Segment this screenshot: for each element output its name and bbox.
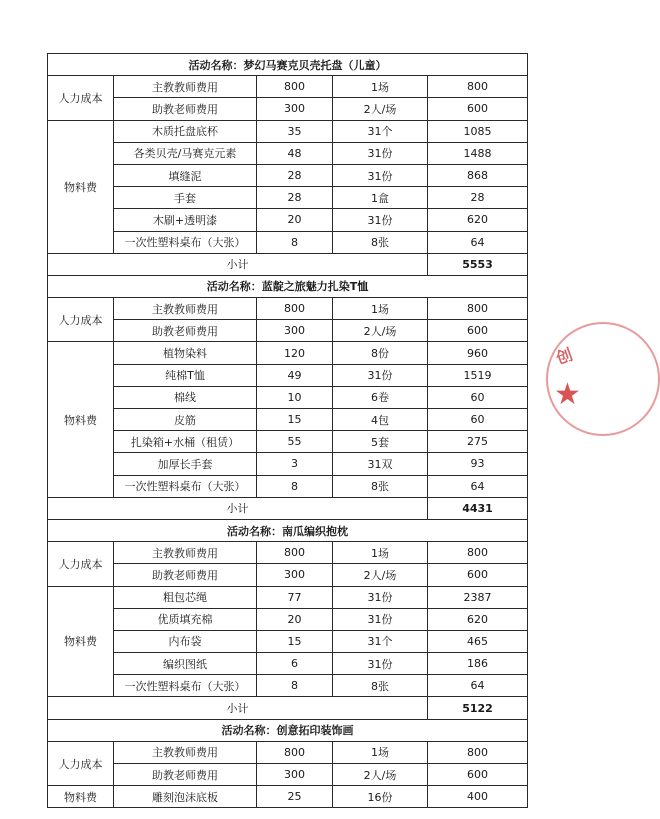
section-title: 活动名称：蓝靛之旅魅力扎染T恤 (48, 275, 528, 297)
section-title-row (48, 275, 528, 297)
cell-qty: 8张 (333, 231, 428, 253)
material-row (48, 142, 528, 164)
cell-qty: 8份 (333, 342, 428, 364)
cell-item: 一次性塑料桌布（大张） (114, 475, 257, 497)
material-category-label: 物料费 (48, 586, 114, 697)
cell-price: 35 (257, 120, 333, 142)
cell-price: 800 (257, 542, 333, 564)
cell-item: 主教教师费用 (114, 76, 257, 98)
section-title-row (48, 54, 528, 76)
cell-qty: 2人/场 (333, 320, 428, 342)
material-category-label: 物料费 (48, 120, 114, 253)
labor-category-label: 人力成本 (48, 542, 114, 586)
cell-qty: 1盒 (333, 187, 428, 209)
cell-total: 600 (428, 564, 528, 586)
cell-item: 填缝泥 (114, 164, 257, 186)
cell-price: 300 (257, 764, 333, 786)
cell-item: 优质填充棉 (114, 608, 257, 630)
cell-total: 800 (428, 76, 528, 98)
cell-item: 主教教师费用 (114, 542, 257, 564)
labor-row (48, 741, 528, 763)
cell-price: 28 (257, 187, 333, 209)
section-title: 活动名称：创意拓印装饰画 (48, 719, 528, 741)
cell-price: 15 (257, 409, 333, 431)
seal-text: 创 (553, 344, 576, 369)
material-row (48, 786, 528, 808)
cell-total: 600 (428, 764, 528, 786)
cell-price: 800 (257, 741, 333, 763)
material-category-label: 物料费 (48, 786, 114, 808)
cell-item: 棉线 (114, 386, 257, 408)
cell-qty: 1场 (333, 76, 428, 98)
cell-item: 雕刻泡沫底板 (114, 786, 257, 808)
cell-total: 600 (428, 320, 528, 342)
material-row (48, 431, 528, 453)
seal-star-icon: ★ (554, 377, 581, 412)
material-row (48, 653, 528, 675)
cell-total: 465 (428, 630, 528, 652)
cell-qty: 1场 (333, 542, 428, 564)
material-row (48, 453, 528, 475)
cell-qty: 16份 (333, 786, 428, 808)
material-row (48, 231, 528, 253)
cell-item: 助教老师费用 (114, 320, 257, 342)
material-row (48, 120, 528, 142)
material-row (48, 475, 528, 497)
subtotal-label: 小计 (48, 697, 428, 719)
labor-row (48, 564, 528, 586)
subtotal-row (48, 697, 528, 719)
cell-total: 800 (428, 741, 528, 763)
cell-price: 20 (257, 209, 333, 231)
cell-total: 275 (428, 431, 528, 453)
cell-price: 10 (257, 386, 333, 408)
material-row (48, 386, 528, 408)
cell-price: 48 (257, 142, 333, 164)
cell-qty: 31份 (333, 653, 428, 675)
cell-price: 77 (257, 586, 333, 608)
cell-price: 55 (257, 431, 333, 453)
cell-price: 28 (257, 164, 333, 186)
cell-total: 2387 (428, 586, 528, 608)
subtotal-value: 5553 (428, 253, 528, 275)
cell-price: 15 (257, 630, 333, 652)
section-title: 活动名称：梦幻马赛克贝壳托盘（儿童） (48, 54, 528, 76)
cell-total: 93 (428, 453, 528, 475)
cell-item: 主教教师费用 (114, 741, 257, 763)
cell-price: 300 (257, 564, 333, 586)
cell-item: 手套 (114, 187, 257, 209)
labor-category-label: 人力成本 (48, 741, 114, 785)
cell-total: 186 (428, 653, 528, 675)
cell-qty: 31份 (333, 209, 428, 231)
labor-row (48, 76, 528, 98)
cell-total: 620 (428, 608, 528, 630)
red-seal-stamp (546, 322, 586, 452)
material-row (48, 409, 528, 431)
cell-item: 扎染箱+水桶（租赁） (114, 431, 257, 453)
labor-row (48, 320, 528, 342)
cell-price: 6 (257, 653, 333, 675)
cell-qty: 31份 (333, 586, 428, 608)
cell-qty: 2人/场 (333, 764, 428, 786)
cell-item: 主教教师费用 (114, 298, 257, 320)
cell-total: 800 (428, 542, 528, 564)
cell-total: 60 (428, 386, 528, 408)
labor-category-label: 人力成本 (48, 76, 114, 120)
cell-price: 120 (257, 342, 333, 364)
cell-price: 8 (257, 675, 333, 697)
cell-item: 一次性塑料桌布（大张） (114, 231, 257, 253)
cell-item: 木质托盘底杯 (114, 120, 257, 142)
section-title: 活动名称：南瓜编织抱枕 (48, 519, 528, 541)
cell-qty: 31份 (333, 608, 428, 630)
cell-total: 620 (428, 209, 528, 231)
cell-qty: 31份 (333, 164, 428, 186)
material-row (48, 164, 528, 186)
cell-price: 8 (257, 475, 333, 497)
material-row (48, 342, 528, 364)
material-row (48, 209, 528, 231)
subtotal-label: 小计 (48, 497, 428, 519)
cell-total: 400 (428, 786, 528, 808)
cell-item: 助教老师费用 (114, 98, 257, 120)
subtotal-value: 4431 (428, 497, 528, 519)
labor-row (48, 298, 528, 320)
section-title-row (48, 519, 528, 541)
cell-item: 加厚长手套 (114, 453, 257, 475)
cell-qty: 31份 (333, 142, 428, 164)
material-row (48, 586, 528, 608)
cell-price: 300 (257, 320, 333, 342)
cell-qty: 5套 (333, 431, 428, 453)
cell-total: 1519 (428, 364, 528, 386)
section-title-row (48, 719, 528, 741)
cell-total: 868 (428, 164, 528, 186)
cell-total: 64 (428, 231, 528, 253)
material-row (48, 675, 528, 697)
subtotal-row (48, 497, 528, 519)
cell-qty: 8张 (333, 475, 428, 497)
cell-total: 1488 (428, 142, 528, 164)
cell-price: 20 (257, 608, 333, 630)
cell-qty: 31双 (333, 453, 428, 475)
budget-table (47, 53, 528, 808)
cell-total: 800 (428, 298, 528, 320)
cell-total: 600 (428, 98, 528, 120)
labor-row (48, 98, 528, 120)
material-row (48, 364, 528, 386)
cell-item: 编织图纸 (114, 653, 257, 675)
cell-item: 助教老师费用 (114, 564, 257, 586)
cell-qty: 1场 (333, 741, 428, 763)
cell-qty: 2人/场 (333, 564, 428, 586)
cell-price: 8 (257, 231, 333, 253)
subtotal-row (48, 253, 528, 275)
cell-price: 800 (257, 298, 333, 320)
cell-price: 800 (257, 76, 333, 98)
material-row (48, 630, 528, 652)
cell-item: 助教老师费用 (114, 764, 257, 786)
cell-price: 25 (257, 786, 333, 808)
cell-item: 各类贝壳/马赛克元素 (114, 142, 257, 164)
material-row (48, 187, 528, 209)
cell-price: 3 (257, 453, 333, 475)
cell-item: 木刷+透明漆 (114, 209, 257, 231)
cell-item: 皮筋 (114, 409, 257, 431)
subtotal-value: 5122 (428, 697, 528, 719)
cell-qty: 31份 (333, 364, 428, 386)
cell-qty: 2人/场 (333, 98, 428, 120)
cell-price: 49 (257, 364, 333, 386)
cell-price: 300 (257, 98, 333, 120)
cell-qty: 4包 (333, 409, 428, 431)
cell-item: 植物染料 (114, 342, 257, 364)
material-category-label: 物料费 (48, 342, 114, 497)
cell-qty: 8张 (333, 675, 428, 697)
subtotal-label: 小计 (48, 253, 428, 275)
labor-category-label: 人力成本 (48, 298, 114, 342)
labor-row (48, 542, 528, 564)
cell-item: 纯棉T恤 (114, 364, 257, 386)
cell-total: 1085 (428, 120, 528, 142)
cell-item: 粗包芯绳 (114, 586, 257, 608)
cell-total: 64 (428, 675, 528, 697)
cell-total: 960 (428, 342, 528, 364)
cell-qty: 6卷 (333, 386, 428, 408)
cell-qty: 31个 (333, 120, 428, 142)
cell-qty: 1场 (333, 298, 428, 320)
material-row (48, 608, 528, 630)
labor-row (48, 764, 528, 786)
cell-item: 内布袋 (114, 630, 257, 652)
cell-total: 28 (428, 187, 528, 209)
cell-qty: 31个 (333, 630, 428, 652)
cell-total: 64 (428, 475, 528, 497)
cell-item: 一次性塑料桌布（大张） (114, 675, 257, 697)
cell-total: 60 (428, 409, 528, 431)
